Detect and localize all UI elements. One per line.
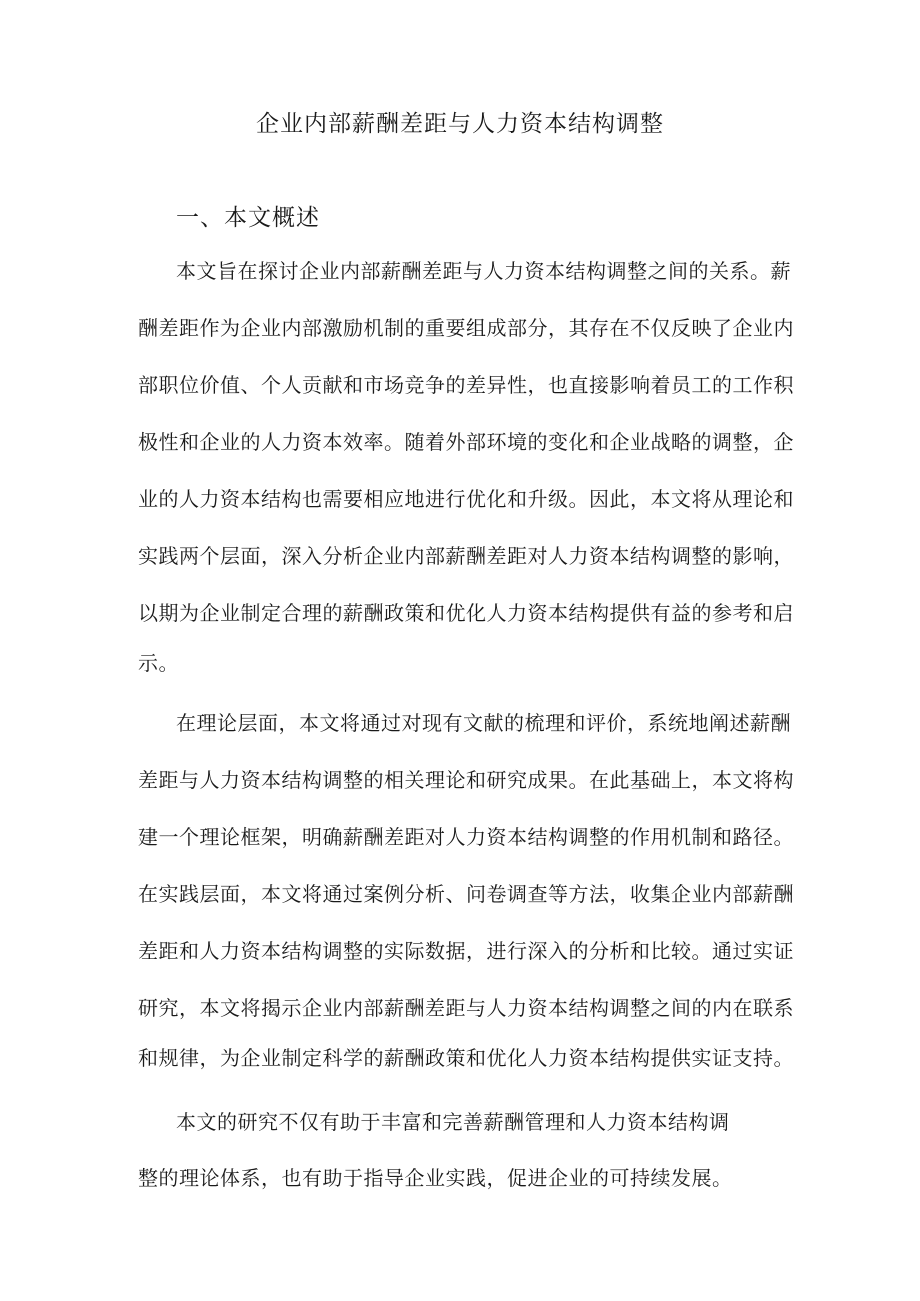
paragraph-1-line-1: 本文旨在探讨企业内部薪酬差距与人力资本结构调整之间的关系。薪 (176, 259, 791, 283)
paragraph-1-line-7: 以期为企业制定合理的薪酬政策和优化人力资本结构提供有益的参考和启 (138, 601, 794, 625)
paragraph-1-line-4: 极性和企业的人力资本效率。随着外部环境的变化和企业战略的调整，企 (138, 430, 794, 454)
paragraph-1-line-2: 酬差距作为企业内部激励机制的重要组成部分，其存在不仅反映了企业内 (138, 316, 794, 340)
paragraph-1-line-8: 示。 (138, 651, 179, 675)
paragraph-2-line-5: 差距和人力资本结构调整的实际数据，进行深入的分析和比较。通过实证 (138, 939, 794, 963)
paragraph-1-line-6: 实践两个层面，深入分析企业内部薪酬差距对人力资本结构调整的影响， (138, 544, 794, 568)
paragraph-2-line-6: 研究，本文将揭示企业内部薪酬差距与人力资本结构调整之间的内在联系 (138, 996, 794, 1020)
paragraph-2-line-2: 差距与人力资本结构调整的相关理论和研究成果。在此基础上，本文将构 (138, 768, 794, 792)
paragraph-1-line-3: 部职位价值、个人贡献和市场竞争的差异性，也直接影响着员工的工作积 (138, 373, 794, 397)
paragraph-2-line-7: 和规律，为企业制定科学的薪酬政策和优化人力资本结构提供实证支持。 (138, 1046, 794, 1070)
paragraph-2-line-4: 在实践层面，本文将通过案例分析、问卷调查等方法，收集企业内部薪酬 (138, 882, 794, 906)
paragraph-2-line-1: 在理论层面，本文将通过对现有文献的梳理和评价，系统地阐述薪酬 (176, 711, 791, 735)
document-title: 企业内部薪酬差距与人力资本结构调整 (256, 111, 664, 137)
paragraph-1-line-5: 业的人力资本结构也需要相应地进行优化和升级。因此，本文将从理论和 (138, 487, 794, 511)
paragraph-3-line-2: 整的理论体系，也有助于指导企业实践，促进企业的可持续发展。 (138, 1166, 733, 1190)
section-heading: 一、本文概述 (176, 205, 320, 231)
paragraph-2-line-3: 建一个理论框架，明确薪酬差距对人力资本结构调整的作用机制和路径。 (138, 825, 794, 849)
paragraph-3-line-1: 本文的研究不仅有助于丰富和完善薪酬管理和人力资本结构调 (176, 1110, 730, 1134)
